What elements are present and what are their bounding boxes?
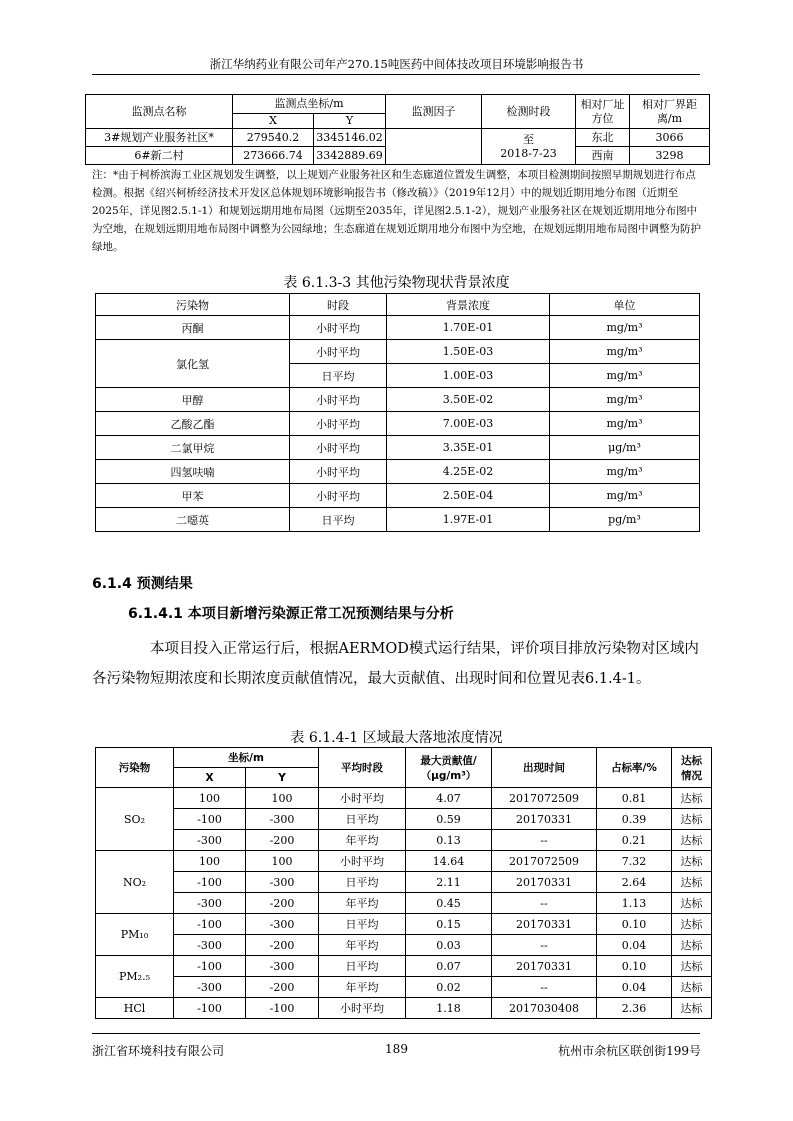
section-heading: 6.1.4 预测结果 <box>92 576 193 592</box>
cell: 达标 <box>672 914 712 935</box>
table-row <box>96 508 700 532</box>
cell: -100 <box>174 809 246 830</box>
cell <box>386 129 482 165</box>
cell-pollutant: PM₂.₅ <box>96 956 174 998</box>
cell: 3.35E-01 <box>387 436 550 460</box>
max-ground-concentration-table <box>95 747 712 1019</box>
col-ratio: 占标率/% <box>597 748 672 788</box>
cell: -300 <box>174 830 246 851</box>
cell: -300 <box>174 893 246 914</box>
cell: 达标 <box>672 977 712 998</box>
background-concentration-table <box>95 293 700 532</box>
cell-pollutant: HCl <box>96 998 174 1019</box>
cell: -100 <box>174 956 246 977</box>
table-row <box>96 872 712 893</box>
cell: mg/m³ <box>550 316 700 340</box>
cell: 2017072509 <box>492 851 597 872</box>
cell: 4.07 <box>406 788 492 809</box>
cell: 0.10 <box>597 956 672 977</box>
paragraph-text: 本项目投入正常运行后，根据AERMOD模式运行结果，评价项目排放污染物对区域内各污染物短期浓度和长期浓度贡献值情况，最大贡献值、出现时间和位置见表6.1.4-1。 <box>92 641 699 687</box>
col-max <box>406 748 492 788</box>
cell: 氯化氢 <box>96 340 290 388</box>
cell: 20170331 <box>492 809 597 830</box>
cell: -300 <box>246 914 319 935</box>
monitoring-points-table <box>85 94 710 165</box>
cell: 7.32 <box>597 851 672 872</box>
col-std <box>672 748 712 788</box>
cell: 2017030408 <box>492 998 597 1019</box>
col-time: 出现时间 <box>492 748 597 788</box>
table-row <box>96 893 712 914</box>
cell: 甲苯 <box>96 484 290 508</box>
cell: 1.18 <box>406 998 492 1019</box>
col-factor: 监测因子 <box>386 95 482 129</box>
cell: 小时平均 <box>290 412 387 436</box>
cell: 0.04 <box>597 977 672 998</box>
cell: mg/m³ <box>550 460 700 484</box>
page-header: 浙江华纳药业有限公司年产270.15吨医药中间体技改项目环境影响报告书 <box>209 57 584 71</box>
cell: 100 <box>246 851 319 872</box>
period-line1: 至 <box>523 133 535 147</box>
cell: 日平均 <box>319 872 406 893</box>
cell: 0.39 <box>597 809 672 830</box>
cell: pg/m³ <box>550 508 700 532</box>
cell: 甲醇 <box>96 388 290 412</box>
cell: 0.21 <box>597 830 672 851</box>
cell: 2.64 <box>597 872 672 893</box>
cell: 日平均 <box>319 809 406 830</box>
col-avg: 平均时段 <box>319 748 406 788</box>
cell: 西南 <box>576 147 630 165</box>
table-row <box>96 914 712 935</box>
cell: -300 <box>246 809 319 830</box>
table-note: 注：*由于柯桥滨海工业区规划发生调整，以上规划产业服务社区和生态廊道位置发生调整，本项目检测期间按照早期规划进行布点检测。根据《绍兴柯桥经济技术开发区总体规划环境影响报告书（修改稿）》（2019年12月）中的规划近期用地分布图（近期至2025年，详见图2.5.1-1）和规划远期用地布局图（远期至2035年，详见图2.5.1-2），规划产业服务社区在规划近期用地分布图中为空地，在规划远期用地布局图中调整为公园绿地；生态廊道在规划近期用地分布图中为空地，在规划远期用地布局图中调整为防护绿地。 <box>92 169 701 253</box>
cell: 0.07 <box>406 956 492 977</box>
cell: -100 <box>174 872 246 893</box>
cell: -100 <box>174 914 246 935</box>
table-row <box>96 956 712 977</box>
cell: 1.70E-01 <box>387 316 550 340</box>
cell: 1.00E-03 <box>387 364 550 388</box>
table-row <box>96 388 700 412</box>
cell: 0.15 <box>406 914 492 935</box>
cell: 14.64 <box>406 851 492 872</box>
max-line2: （μg/m³） <box>420 769 477 782</box>
max-line1: 最大贡献值/ <box>420 754 477 767</box>
table-row <box>96 340 700 364</box>
cell: 日平均 <box>319 914 406 935</box>
cell: -300 <box>174 935 246 956</box>
body-paragraph <box>92 634 702 694</box>
cell: 年平均 <box>319 935 406 956</box>
cell: 2.50E-04 <box>387 484 550 508</box>
cell: 3342889.69 <box>314 147 386 165</box>
table-row <box>86 129 710 147</box>
col-pollutant: 污染物 <box>96 294 290 316</box>
cell: 小时平均 <box>290 436 387 460</box>
cell-pollutant: PM₁₀ <box>96 914 174 956</box>
cell-period <box>482 129 576 165</box>
cell: 3298 <box>630 147 710 165</box>
table2-caption: 表 6.1.3-3 其他污染物现状背景浓度 <box>283 275 510 291</box>
col-x: X <box>233 114 314 129</box>
cell: 0.02 <box>406 977 492 998</box>
cell: 0.45 <box>406 893 492 914</box>
footer-company: 浙江省环境科技有限公司 <box>92 1044 225 1058</box>
table-row <box>96 460 700 484</box>
cell: 达标 <box>672 788 712 809</box>
col-y: Y <box>314 114 386 129</box>
cell: 3345146.02 <box>314 129 386 147</box>
cell: -300 <box>246 956 319 977</box>
col-coord: 坐标/m <box>174 748 319 768</box>
cell: 小时平均 <box>319 998 406 1019</box>
cell: 1.97E-01 <box>387 508 550 532</box>
cell: μg/m³ <box>550 436 700 460</box>
table-row <box>96 436 700 460</box>
cell: -- <box>492 977 597 998</box>
cell: 达标 <box>672 851 712 872</box>
cell: 273666.74 <box>233 147 314 165</box>
std-line2: 情况 <box>681 769 702 782</box>
table-row <box>96 412 700 436</box>
cell: mg/m³ <box>550 412 700 436</box>
table-row <box>96 830 712 851</box>
table-row <box>96 809 712 830</box>
cell: -200 <box>246 977 319 998</box>
cell: -- <box>492 893 597 914</box>
table-row <box>96 851 712 872</box>
cell: 丙酮 <box>96 316 290 340</box>
cell: 年平均 <box>319 893 406 914</box>
cell: 20170331 <box>492 872 597 893</box>
col-conc: 背景浓度 <box>387 294 550 316</box>
cell: 20170331 <box>492 956 597 977</box>
cell: 小时平均 <box>290 340 387 364</box>
cell: -100 <box>246 998 319 1019</box>
table-row <box>96 998 712 1019</box>
cell: -200 <box>246 935 319 956</box>
cell: 7.00E-03 <box>387 412 550 436</box>
cell-pollutant: NO₂ <box>96 851 174 914</box>
cell: 四氢呋喃 <box>96 460 290 484</box>
col-period: 时段 <box>290 294 387 316</box>
cell: 小时平均 <box>319 851 406 872</box>
cell: 小时平均 <box>290 388 387 412</box>
cell: 东北 <box>576 129 630 147</box>
cell: 100 <box>174 851 246 872</box>
table-row <box>96 935 712 956</box>
cell: 3066 <box>630 129 710 147</box>
header-rule <box>92 74 700 75</box>
footer-address: 杭州市余杭区联创街199号 <box>558 1044 701 1058</box>
cell: mg/m³ <box>550 388 700 412</box>
cell: 小时平均 <box>290 460 387 484</box>
table-row <box>96 316 700 340</box>
cell: 年平均 <box>319 977 406 998</box>
cell: 小时平均 <box>290 484 387 508</box>
cell: -200 <box>246 893 319 914</box>
cell: 1.50E-03 <box>387 340 550 364</box>
cell: 日平均 <box>290 364 387 388</box>
cell: mg/m³ <box>550 340 700 364</box>
cell: 0.13 <box>406 830 492 851</box>
cell: 0.59 <box>406 809 492 830</box>
period-line2: 2018-7-23 <box>500 146 557 160</box>
cell: 20170331 <box>492 914 597 935</box>
col-period: 检测时段 <box>482 95 576 129</box>
cell-pollutant: SO₂ <box>96 788 174 851</box>
table-row <box>96 977 712 998</box>
col-x: X <box>174 768 246 788</box>
cell: 100 <box>174 788 246 809</box>
cell: 二噁英 <box>96 508 290 532</box>
col-y: Y <box>246 768 319 788</box>
cell: 达标 <box>672 935 712 956</box>
cell: 0.10 <box>597 914 672 935</box>
cell: 1.13 <box>597 893 672 914</box>
cell: 279540.2 <box>233 129 314 147</box>
cell: -- <box>492 830 597 851</box>
cell: 3.50E-02 <box>387 388 550 412</box>
subsection-heading: 6.1.4.1 本项目新增污染源正常工况预测结果与分析 <box>128 606 454 622</box>
table3-caption: 表 6.1.4-1 区域最大落地浓度情况 <box>290 730 503 746</box>
cell: 乙酸乙酯 <box>96 412 290 436</box>
table-row <box>96 484 700 508</box>
cell: 日平均 <box>290 508 387 532</box>
cell: 日平均 <box>319 956 406 977</box>
cell: 4.25E-02 <box>387 460 550 484</box>
cell: 100 <box>246 788 319 809</box>
cell: 6#新二村 <box>86 147 233 165</box>
cell: 达标 <box>672 830 712 851</box>
cell: 2017072509 <box>492 788 597 809</box>
col-direction: 相对厂址方位 <box>576 95 630 129</box>
cell: 3#规划产业服务社区* <box>86 129 233 147</box>
cell: 0.03 <box>406 935 492 956</box>
std-line1: 达标 <box>681 754 702 767</box>
cell: 二氯甲烷 <box>96 436 290 460</box>
cell: 达标 <box>672 998 712 1019</box>
cell: mg/m³ <box>550 484 700 508</box>
cell: 达标 <box>672 956 712 977</box>
page-number: 189 <box>385 1042 408 1056</box>
cell: -300 <box>246 872 319 893</box>
cell: 年平均 <box>319 830 406 851</box>
col-distance: 相对厂界距离/m <box>630 95 710 129</box>
cell: 0.04 <box>597 935 672 956</box>
cell: 2.11 <box>406 872 492 893</box>
table-row <box>96 788 712 809</box>
cell: 达标 <box>672 893 712 914</box>
cell: 达标 <box>672 809 712 830</box>
cell: 小时平均 <box>290 316 387 340</box>
cell: mg/m³ <box>550 364 700 388</box>
col-pollutant: 污染物 <box>96 748 174 788</box>
cell: 0.81 <box>597 788 672 809</box>
cell: 2.36 <box>597 998 672 1019</box>
cell: -- <box>492 935 597 956</box>
col-coord: 监测点坐标/m <box>233 95 386 114</box>
cell: 小时平均 <box>319 788 406 809</box>
col-unit: 单位 <box>550 294 700 316</box>
footer-rule <box>92 1033 700 1034</box>
cell: -200 <box>246 830 319 851</box>
col-point-name: 监测点名称 <box>86 95 233 129</box>
cell: -300 <box>174 977 246 998</box>
cell: -100 <box>174 998 246 1019</box>
cell: 达标 <box>672 872 712 893</box>
